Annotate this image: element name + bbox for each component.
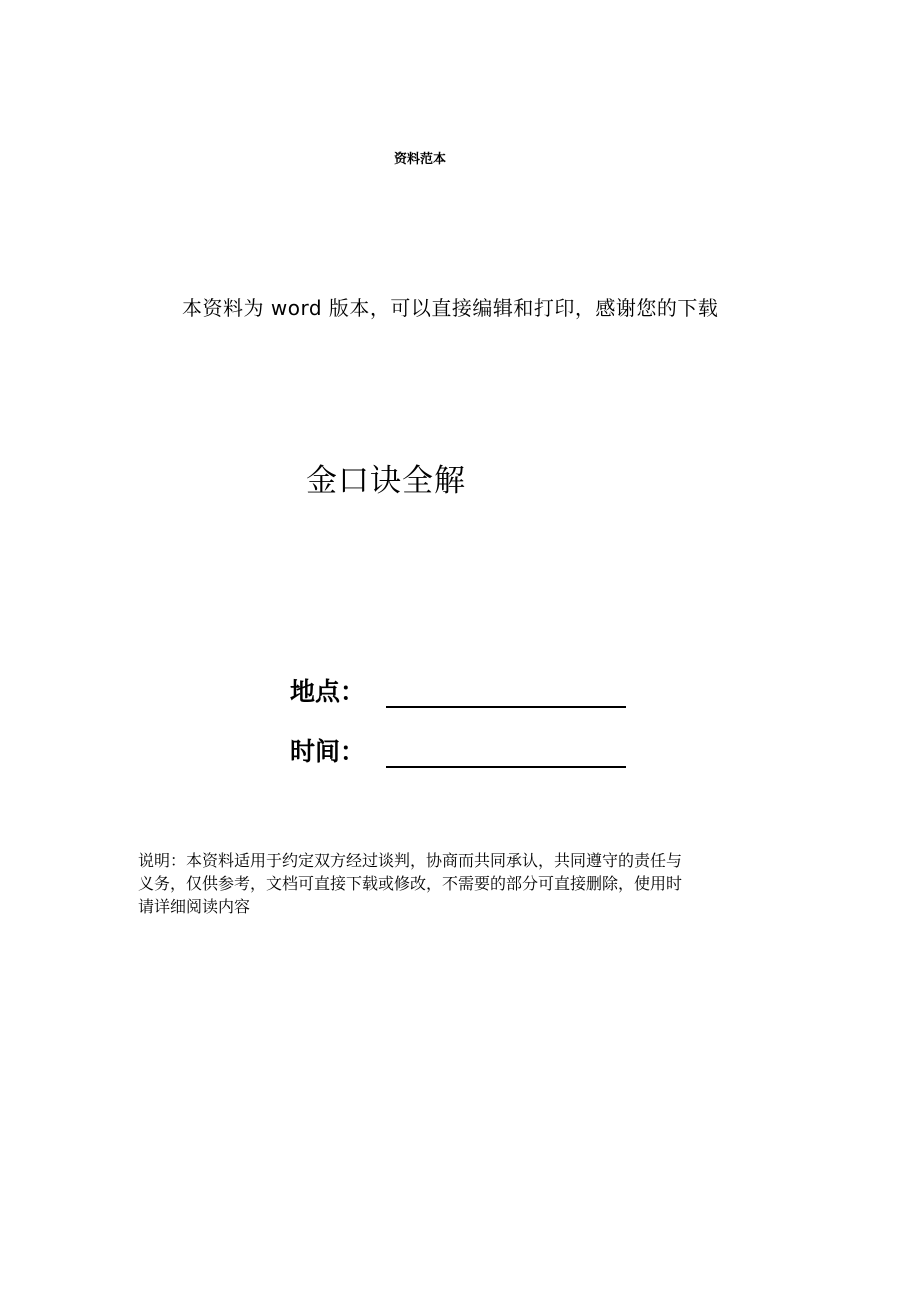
time-field bbox=[290, 730, 626, 770]
download-notice: 本资料为 word 版本，可以直接编辑和打印，感谢您的下载 bbox=[182, 296, 719, 320]
page-header: 资料范本 bbox=[393, 152, 446, 167]
usage-note-line: 说明：本资料适用于约定双方经过谈判，协商而共同承认，共同遵守的责任与 bbox=[138, 851, 683, 870]
time-blank-line bbox=[386, 766, 626, 768]
usage-note-line: 义务，仅供参考，文档可直接下载或修改，不需要的部分可直接删除，使用时 bbox=[138, 874, 683, 893]
location-field bbox=[290, 670, 626, 710]
usage-note-line: 请详细阅读内容 bbox=[138, 897, 251, 916]
usage-note bbox=[138, 849, 778, 918]
location-blank-line bbox=[386, 706, 626, 708]
location-label: 地点： bbox=[290, 677, 366, 706]
document-title: 金口诀全解 bbox=[306, 463, 466, 499]
time-label: 时间： bbox=[290, 737, 366, 766]
